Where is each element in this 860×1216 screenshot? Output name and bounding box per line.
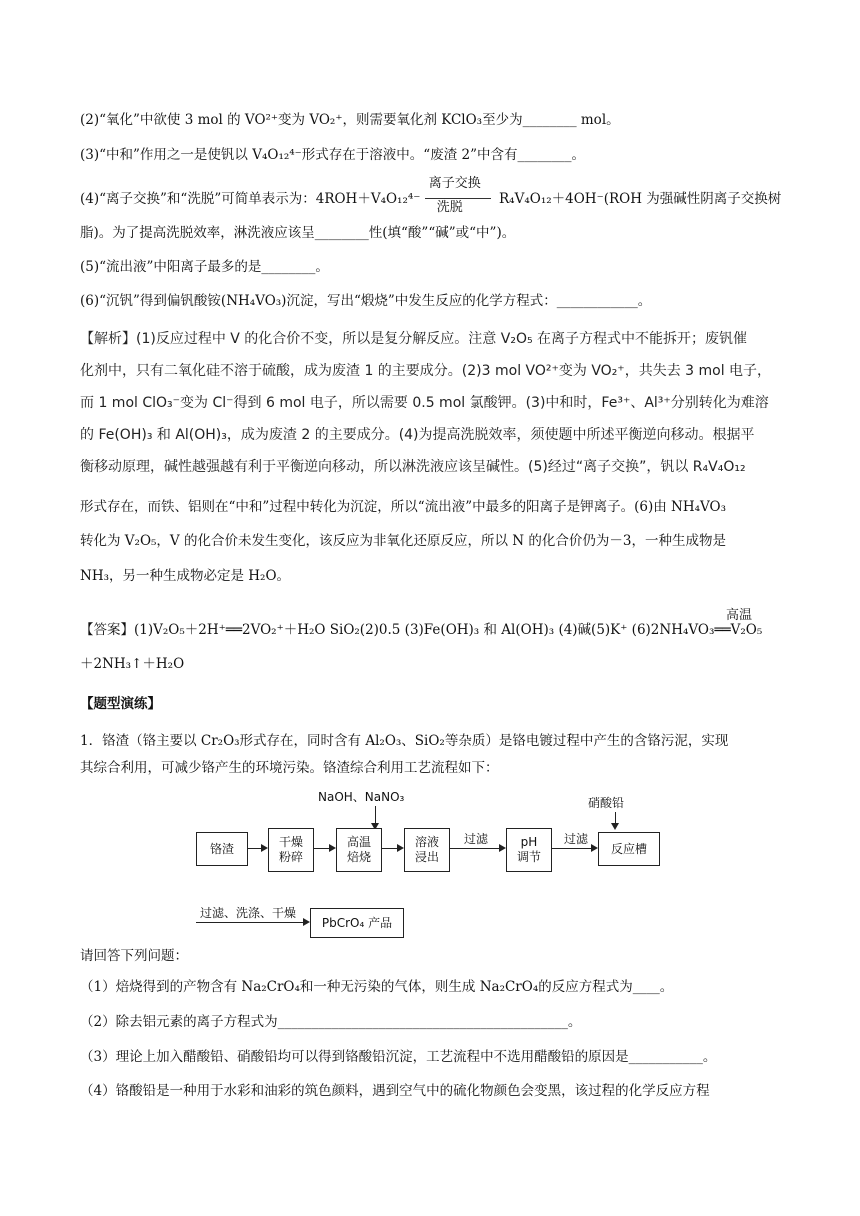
question-2: (2)“氧化”中欲使 3 mol 的 VO²⁺变为 VO₂⁺，则需要氧化剂 KClO₃至少为________ mol。 <box>80 112 620 128</box>
question-4-line1 <box>80 175 782 215</box>
box-ph-adjust: pH 调节 <box>506 828 552 872</box>
analysis-line-4: 的 Fe(OH)₃ 和 Al(OH)₃，成为废渣 2 的主要成分。(4)为提高洗脱效率，须使题中所述平衡逆向移动。根据平 <box>80 427 755 443</box>
box-dry-crush: 干燥 粉碎 <box>268 828 314 872</box>
section-title: 【题型演练】 <box>80 696 161 712</box>
flow-arrow-5 <box>552 848 596 849</box>
reagent2-arrow <box>615 812 616 828</box>
box-chromium-slag: 铬渣 <box>196 832 248 866</box>
flow-arrow-3 <box>382 848 402 849</box>
analysis-line-5: 衡移动原理，碱性越强越有利于平衡逆向移动，所以淋洗液应该呈碱性。(5)经过“离子交换”，钒以 R₄V₄O₁₂ <box>80 459 746 475</box>
analysis-line-8: NH₃，另一种生成物必定是 H₂O。 <box>80 568 291 584</box>
arrow-top-label: 离子交换 <box>428 175 481 191</box>
bottom-process-label: 过滤、洗涤、干燥 <box>200 906 297 920</box>
question-1-line1: 1．铬渣（铬主要以 Cr₂O₃形式存在，同时含有 Al₂O₃、SiO₂等杂质）是铬电镀过程中产生的含铬污泥，实现 <box>80 733 729 749</box>
analysis-line-7: 转化为 V₂O₅，V 的化合价未发生变化，该反应为非氧化还原反应，所以 N 的化合价仍为－3，一种生成物是 <box>80 533 726 549</box>
answer-line-2: ＋2NH₃↑＋H₂O <box>80 656 185 672</box>
answer-line-1 <box>80 620 762 640</box>
reagent-lead-nitrate: 硝酸铅 <box>588 796 625 810</box>
sub-question-3: （3）理论上加入醋酸铅、硝酸铅均可以得到铬酸铅沉淀，工艺流程中不选用醋酸铅的原因是___________。 <box>80 1049 717 1065</box>
box-product: PbCrO₄ 产品 <box>310 908 404 938</box>
sub-question-2: （2）除去铝元素的离子方程式为___________________________________________。 <box>80 1014 582 1030</box>
reagent1-arrow <box>375 806 376 828</box>
flow-arrow-1 <box>248 848 266 849</box>
answer-text: 【答案】(1)V₂O₅＋2H⁺══2VO₂⁺＋H₂O SiO₂(2)0.5 (3)Fe(OH)₃ 和 Al(OH)₃ (4)碱(5)K⁺ (6)2NH₄VO₃══V₂O₅ <box>80 622 763 638</box>
analysis-line-3: 而 1 mol ClO₃⁻变为 Cl⁻得到 6 mol 电子，所以需要 0.5 mol 氯酸钾。(3)中和时，Fe³⁺、Al³⁺分别转化为难溶 <box>80 395 769 411</box>
analysis-line-6: 形式存在，而铁、铝则在“中和”过程中转化为沉淀，所以“流出液”中最多的阳离子是钾离子。(6)由 NH₄VO₃ <box>80 499 727 515</box>
analysis-line-2: 化剂中，只有二氧化硅不溶于硫酸，成为废渣 1 的主要成分。(2)3 mol VO²⁺变为 VO₂⁺，共失去 3 mol 电子， <box>80 363 772 379</box>
flow-arrow-bottom <box>196 922 308 923</box>
box-roast: 高温 焙烧 <box>336 828 382 872</box>
flow-arrow-4 <box>450 848 504 849</box>
question-5: (5)“流出液”中阳离子最多的是________。 <box>80 259 329 275</box>
question-3: (3)“中和”作用之一是使钒以 V₄O₁₂⁴⁻形式存在于溶液中。“废渣 2”中含有________。 <box>80 147 585 163</box>
question-6: (6)“沉钒”得到偏钒酸铵(NH₄VO₃)沉淀，写出“煅烧”中发生反应的化学方程式：____________。 <box>80 293 652 309</box>
box-reaction-tank: 反应槽 <box>598 832 660 866</box>
process-flow-diagram <box>190 788 670 938</box>
sub-question-1: （1）焙烧得到的产物含有 Na₂CrO₄和一种无污染的气体，则生成 Na₂CrO₄的反应方程式为____。 <box>80 979 674 995</box>
reversible-arrow <box>425 175 495 215</box>
question-4-left: (4)“离子交换”和“洗脱”可简单表示为：4ROH＋V₄O₁₂⁴⁻ <box>80 191 421 207</box>
filter-label-1: 过滤 <box>464 832 489 846</box>
analysis-line-1: 【解析】(1)反应过程中 V 的化合价不变，所以是复分解反应。注意 V₂O₅ 在离子方程式中不能拆开；废钒催 <box>80 331 748 347</box>
question-4-right: R₄V₄O₁₂＋4OH⁻(ROH 为强碱性阴离子交换树 <box>499 191 782 207</box>
prompt-line: 请回答下列问题： <box>80 948 188 964</box>
box-leach: 溶液 浸出 <box>404 828 450 872</box>
flow-arrow-2 <box>314 848 334 849</box>
sub-question-4: （4）铬酸铅是一种用于水彩和油彩的筑色颜料，遇到空气中的硫化物颜色会变黑，该过程的化学反应方程 <box>80 1083 710 1099</box>
question-1-line2: 其综合利用，可减少铬产生的环境污染。铬渣综合利用工艺流程如下： <box>80 760 499 776</box>
answer-condition: 高温 <box>726 608 753 623</box>
question-4-line2: 脂)。为了提高洗脱效率，淋洗液应该呈________性(填“酸”“碱”或“中”)。 <box>80 225 516 241</box>
filter-label-2: 过滤 <box>564 832 589 846</box>
reagent-naoh-nano3: NaOH、NaNO₃ <box>318 790 405 804</box>
arrow-bottom-label: 洗脱 <box>436 199 463 215</box>
